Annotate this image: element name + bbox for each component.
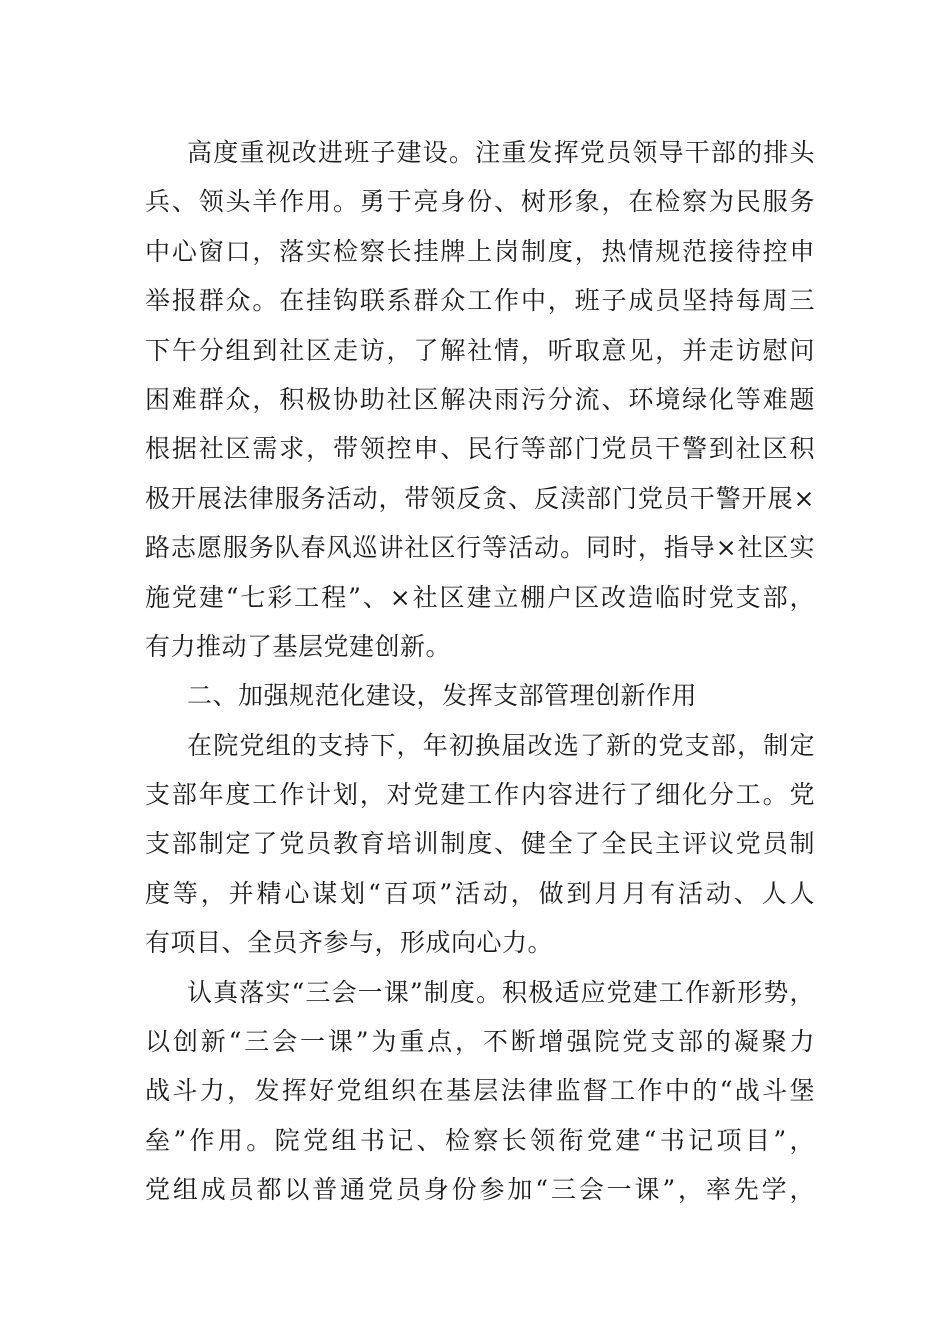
paragraph-leadership-team [145, 128, 815, 671]
text-line: 施党建“七彩工程”、×社区建立棚户区改造临时党支部， [145, 582, 815, 612]
text-line: 垒”作用。院党组书记、检察长领衔党建“书记项目”， [145, 1125, 815, 1155]
paragraph-branch-reelection [145, 721, 815, 968]
text-line: 有项目、全员齐参与，形成向心力。 [145, 928, 554, 958]
document-body [145, 128, 815, 1215]
text-line: 度等，并精心谋划“百项”活动，做到月月有活动、人人 [145, 878, 815, 908]
text-line: 战斗力，发挥好党组织在基层法律监督工作中的“战斗堡 [145, 1076, 815, 1106]
text-line: 在院党组的支持下，年初换届改选了新的党支部，制定 [187, 730, 815, 760]
text-line: 有力推动了基层党建创新。 [145, 631, 452, 661]
text-line: 认真落实“三会一课”制度。积极适应党建工作新形势， [187, 977, 815, 1007]
text-line: 极开展法律服务活动，带领反贪、反渎部门党员干警开展× [145, 483, 815, 513]
section-heading-standardization [145, 671, 815, 720]
paragraph-three-meetings-one-lesson [145, 968, 815, 1215]
section-heading: 二、加强规范化建设，发挥支部管理创新作用 [187, 681, 698, 711]
text-line: 路志愿服务队春风巡讲社区行等活动。同时，指导×社区实 [145, 533, 815, 563]
text-line: 支部制定了党员教育培训制度、健全了全民主评议党员制 [145, 829, 815, 859]
text-line: 根据社区需求，带领控申、民行等部门党员干警到社区积 [145, 434, 815, 464]
text-line: 困难群众，积极协助社区解决雨污分流、环境绿化等难题 [145, 384, 815, 414]
text-line: 支部年度工作计划，对党建工作内容进行了细化分工。党 [145, 780, 815, 810]
text-line: 下午分组到社区走访，了解社情，听取意见，并走访慰问 [145, 335, 815, 365]
text-line: 以创新“三会一课”为重点，不断增强院党支部的凝聚力 [145, 1027, 815, 1057]
text-line: 党组成员都以普通党员身份参加“三会一课”，率先学， [145, 1175, 815, 1205]
text-line: 兵、领头羊作用。勇于亮身份、树形象，在检察为民服务 [145, 187, 815, 217]
text-line: 高度重视改进班子建设。注重发挥党员领导干部的排头 [187, 138, 815, 167]
text-line: 举报群众。在挂钩联系群众工作中，班子成员坚持每周三 [145, 286, 815, 316]
text-line: 中心窗口，落实检察长挂牌上岗制度，热情规范接待控申 [145, 236, 815, 266]
